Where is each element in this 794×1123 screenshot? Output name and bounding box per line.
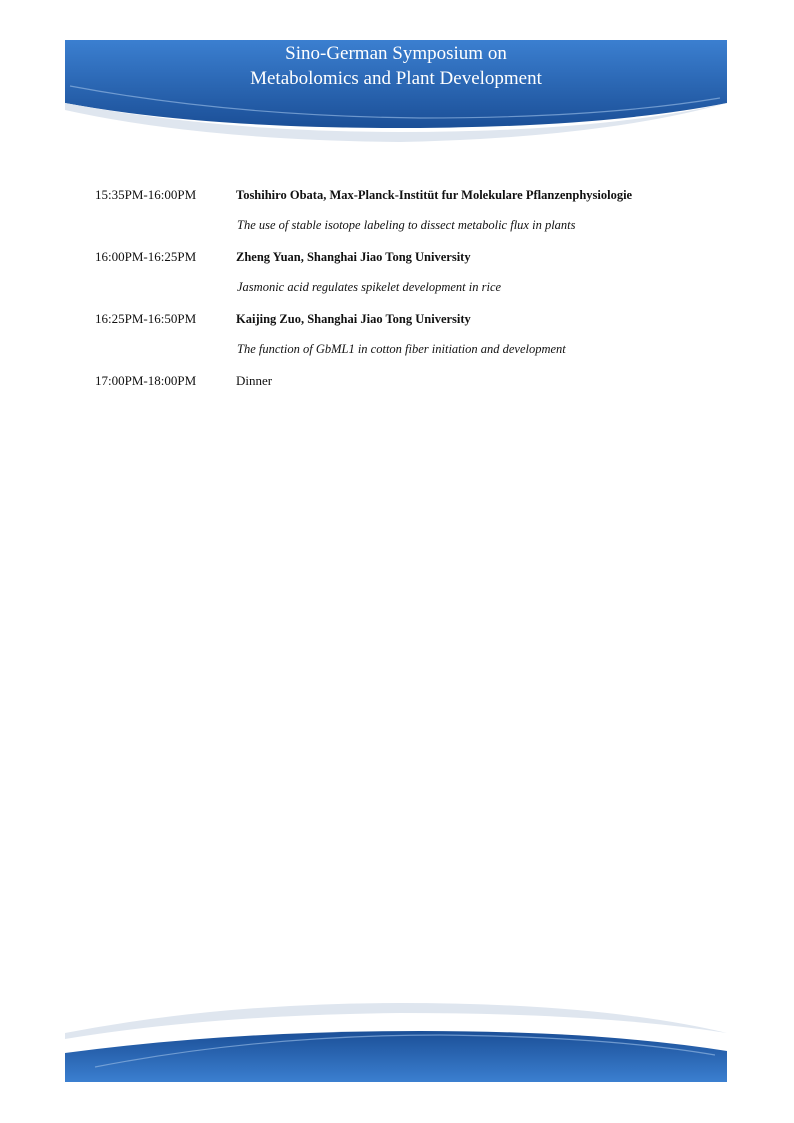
talk-title: The use of stable isotope labeling to dissect metabolic flux in plants [237, 218, 576, 232]
footer-band [65, 1031, 727, 1082]
page-title [65, 41, 727, 91]
session-time: 17:00PM-18:00PM [95, 373, 197, 388]
talk-title: The function of GbML1 in cotton fiber initiation and development [237, 342, 566, 356]
title-line-2: Metabolomics and Plant Development [250, 68, 542, 89]
talk-title: Jasmonic acid regulates spikelet development in rice [237, 280, 502, 294]
footer-banner [0, 995, 794, 1095]
session-time: 16:00PM-16:25PM [95, 249, 197, 264]
session-time: 16:25PM-16:50PM [95, 311, 197, 326]
title-line-1: Sino-German Symposium on [285, 43, 507, 64]
speaker-name: Zheng Yuan, Shanghai Jiao Tong University [236, 250, 471, 264]
schedule-row [95, 310, 735, 372]
speaker-name: Kaijing Zuo, Shanghai Jiao Tong University [236, 312, 471, 326]
session-time: 15:35PM-16:00PM [95, 187, 197, 202]
event-name: Dinner [236, 373, 273, 388]
schedule [95, 186, 735, 402]
schedule-row [95, 372, 735, 402]
schedule-row [95, 248, 735, 310]
speaker-name: Toshihiro Obata, Max-Planck-Institüt fur Molekulare Pflanzenphysiologie [236, 188, 633, 202]
schedule-row [95, 186, 735, 248]
